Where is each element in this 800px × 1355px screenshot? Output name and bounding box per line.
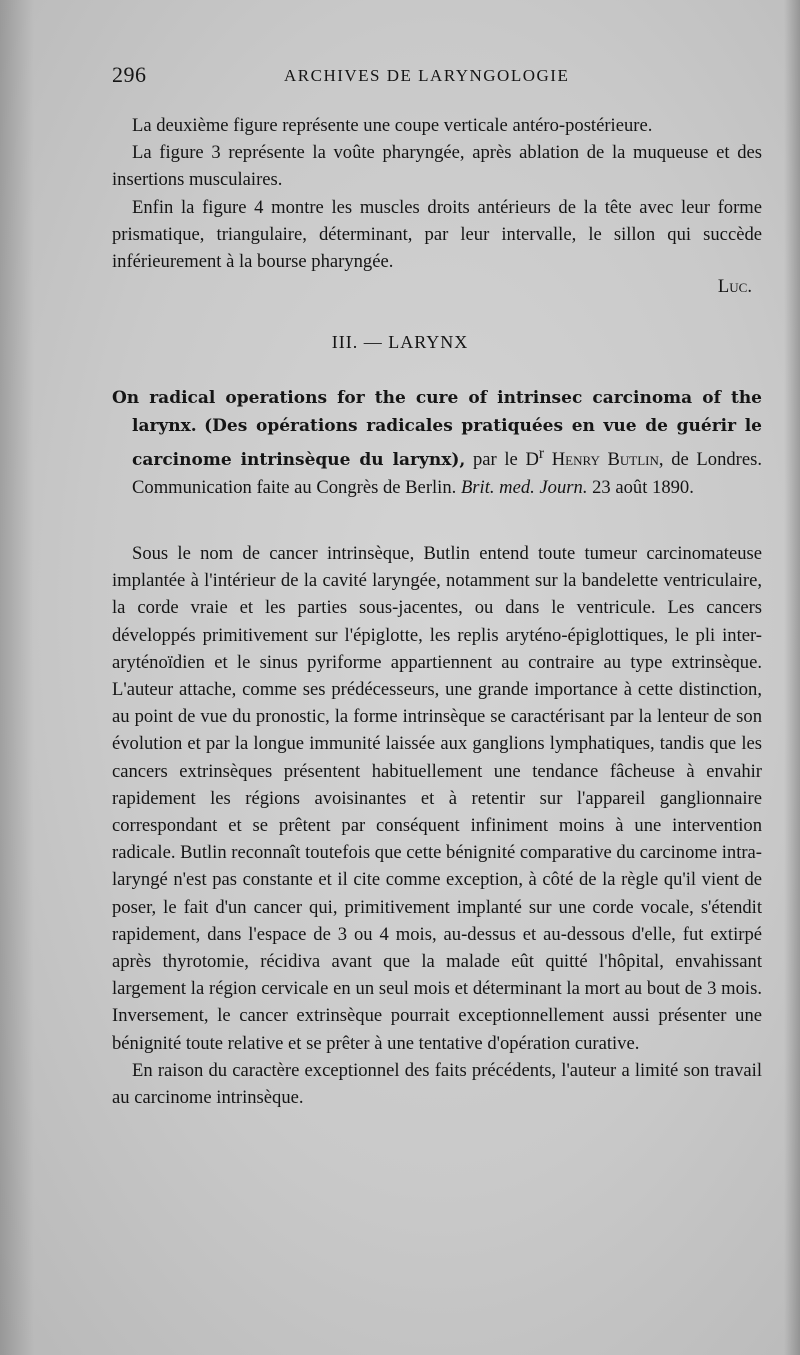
- intro-paragraph-3: Enfin la figure 4 montre les muscles droits antérieurs de la tête avec leur forme prismatique, triangulaire, déterminant, par leur intervalle, le sillon qui succède inférieurement à la bourse pharyngée.: [112, 196, 762, 273]
- reference-journal: Brit. med. Journ.: [460, 477, 588, 499]
- reference-place: , de Londres. Communication faite au Congrès de Berlin.: [132, 449, 763, 499]
- reference-title-en: On radical operations for the cure of intrinsec carcinoma of the larynx.: [112, 388, 762, 436]
- gutter-shadow: [0, 0, 34, 1355]
- body-text: [112, 540, 762, 1111]
- reference-title-fr: (Des opérations radicales pratiquées en vue de guérir le carcinome intrinsèque du larynx),: [132, 416, 762, 471]
- reference-dr-sup: r: [538, 445, 545, 462]
- bibliographic-reference: [112, 384, 762, 501]
- intro-text: [112, 112, 762, 275]
- body-paragraph-2: En raison du caractère exceptionnel des faits précédents, l'auteur a limité son travail au carcinome intrinsèque.: [112, 1059, 762, 1109]
- section-heading: [0, 332, 800, 353]
- reference-by: par le D: [465, 449, 539, 471]
- intro-paragraph-1: La deuxième figure représente une coupe verticale antéro-postérieure.: [132, 115, 653, 136]
- reference-date: 23 août 1890.: [587, 477, 694, 499]
- author-signature: Luc.: [717, 276, 752, 297]
- body-paragraph-1: Sous le nom de cancer intrinsèque, Butlin entend toute tumeur carcinomateuse implantée à l'intérieur de la cavité laryngée, notamment sur la bandelette ventriculaire, la corde vraie et les parties sous-jacentes, ou dans le ventricule. Les cancers développés primitivement sur l'épiglotte, les replis aryténo-épiglottiques, le pli inter-aryténoïdien et le sinus pyriforme appartiennent au contraire au type extrinsèque. L'auteur attache, comme ses prédécesseurs, une grande importance à cette distinction, au point de vue du pronostic, la forme intrinsèque se caractérisant par la lenteur de son évolution et par la longue immunité laissée aux ganglions lymphatiques, tandis que les cancers extrinsèques présentent habituellement une tendance fâcheuse à envahir rapidement les régions avoisinantes et à retentir sur l'appareil ganglionnaire correspondant et se prêtent par conséquent infiniment moins à une intervention radicale. Butlin reconnaît toutefois que cette bénignité comparative du carcinome intra-laryngé n'est pas constante et il cite comme exception, à côté de la règle qu'il vient de poser, le fait d'un cancer qui, primitivement implanté sur une corde vocale, s'étendit rapidement, dans l'espace de 3 ou 4 mois, au-dessus et au-dessous d'elle, fut extirpé après thyrotomie, récidiva avant que la malade eût quitté l'hôpital, envahissant largement la région cervicale en un seul mois et déterminant la mort au bout de 3 mois. Inversement, le cancer extrinsèque pourrait exceptionnellement aussi présenter une bénignité toute relative et se prêter à une tentative d'opération curative.: [112, 543, 763, 1054]
- reference-author: Henry Butlin: [551, 449, 659, 471]
- reference-entry: [112, 384, 762, 501]
- intro-paragraph-2: La figure 3 représente la voûte pharyngée, après ablation de la muqueuse et des insertions musculaires.: [112, 142, 762, 191]
- page-header: [112, 62, 760, 96]
- edge-shadow: [784, 0, 800, 1355]
- page-number: 296: [112, 62, 147, 87]
- section-heading-text: III. — LARYNX: [331, 332, 469, 352]
- running-head: ARCHIVES DE LARYNGOLOGIE: [284, 66, 570, 85]
